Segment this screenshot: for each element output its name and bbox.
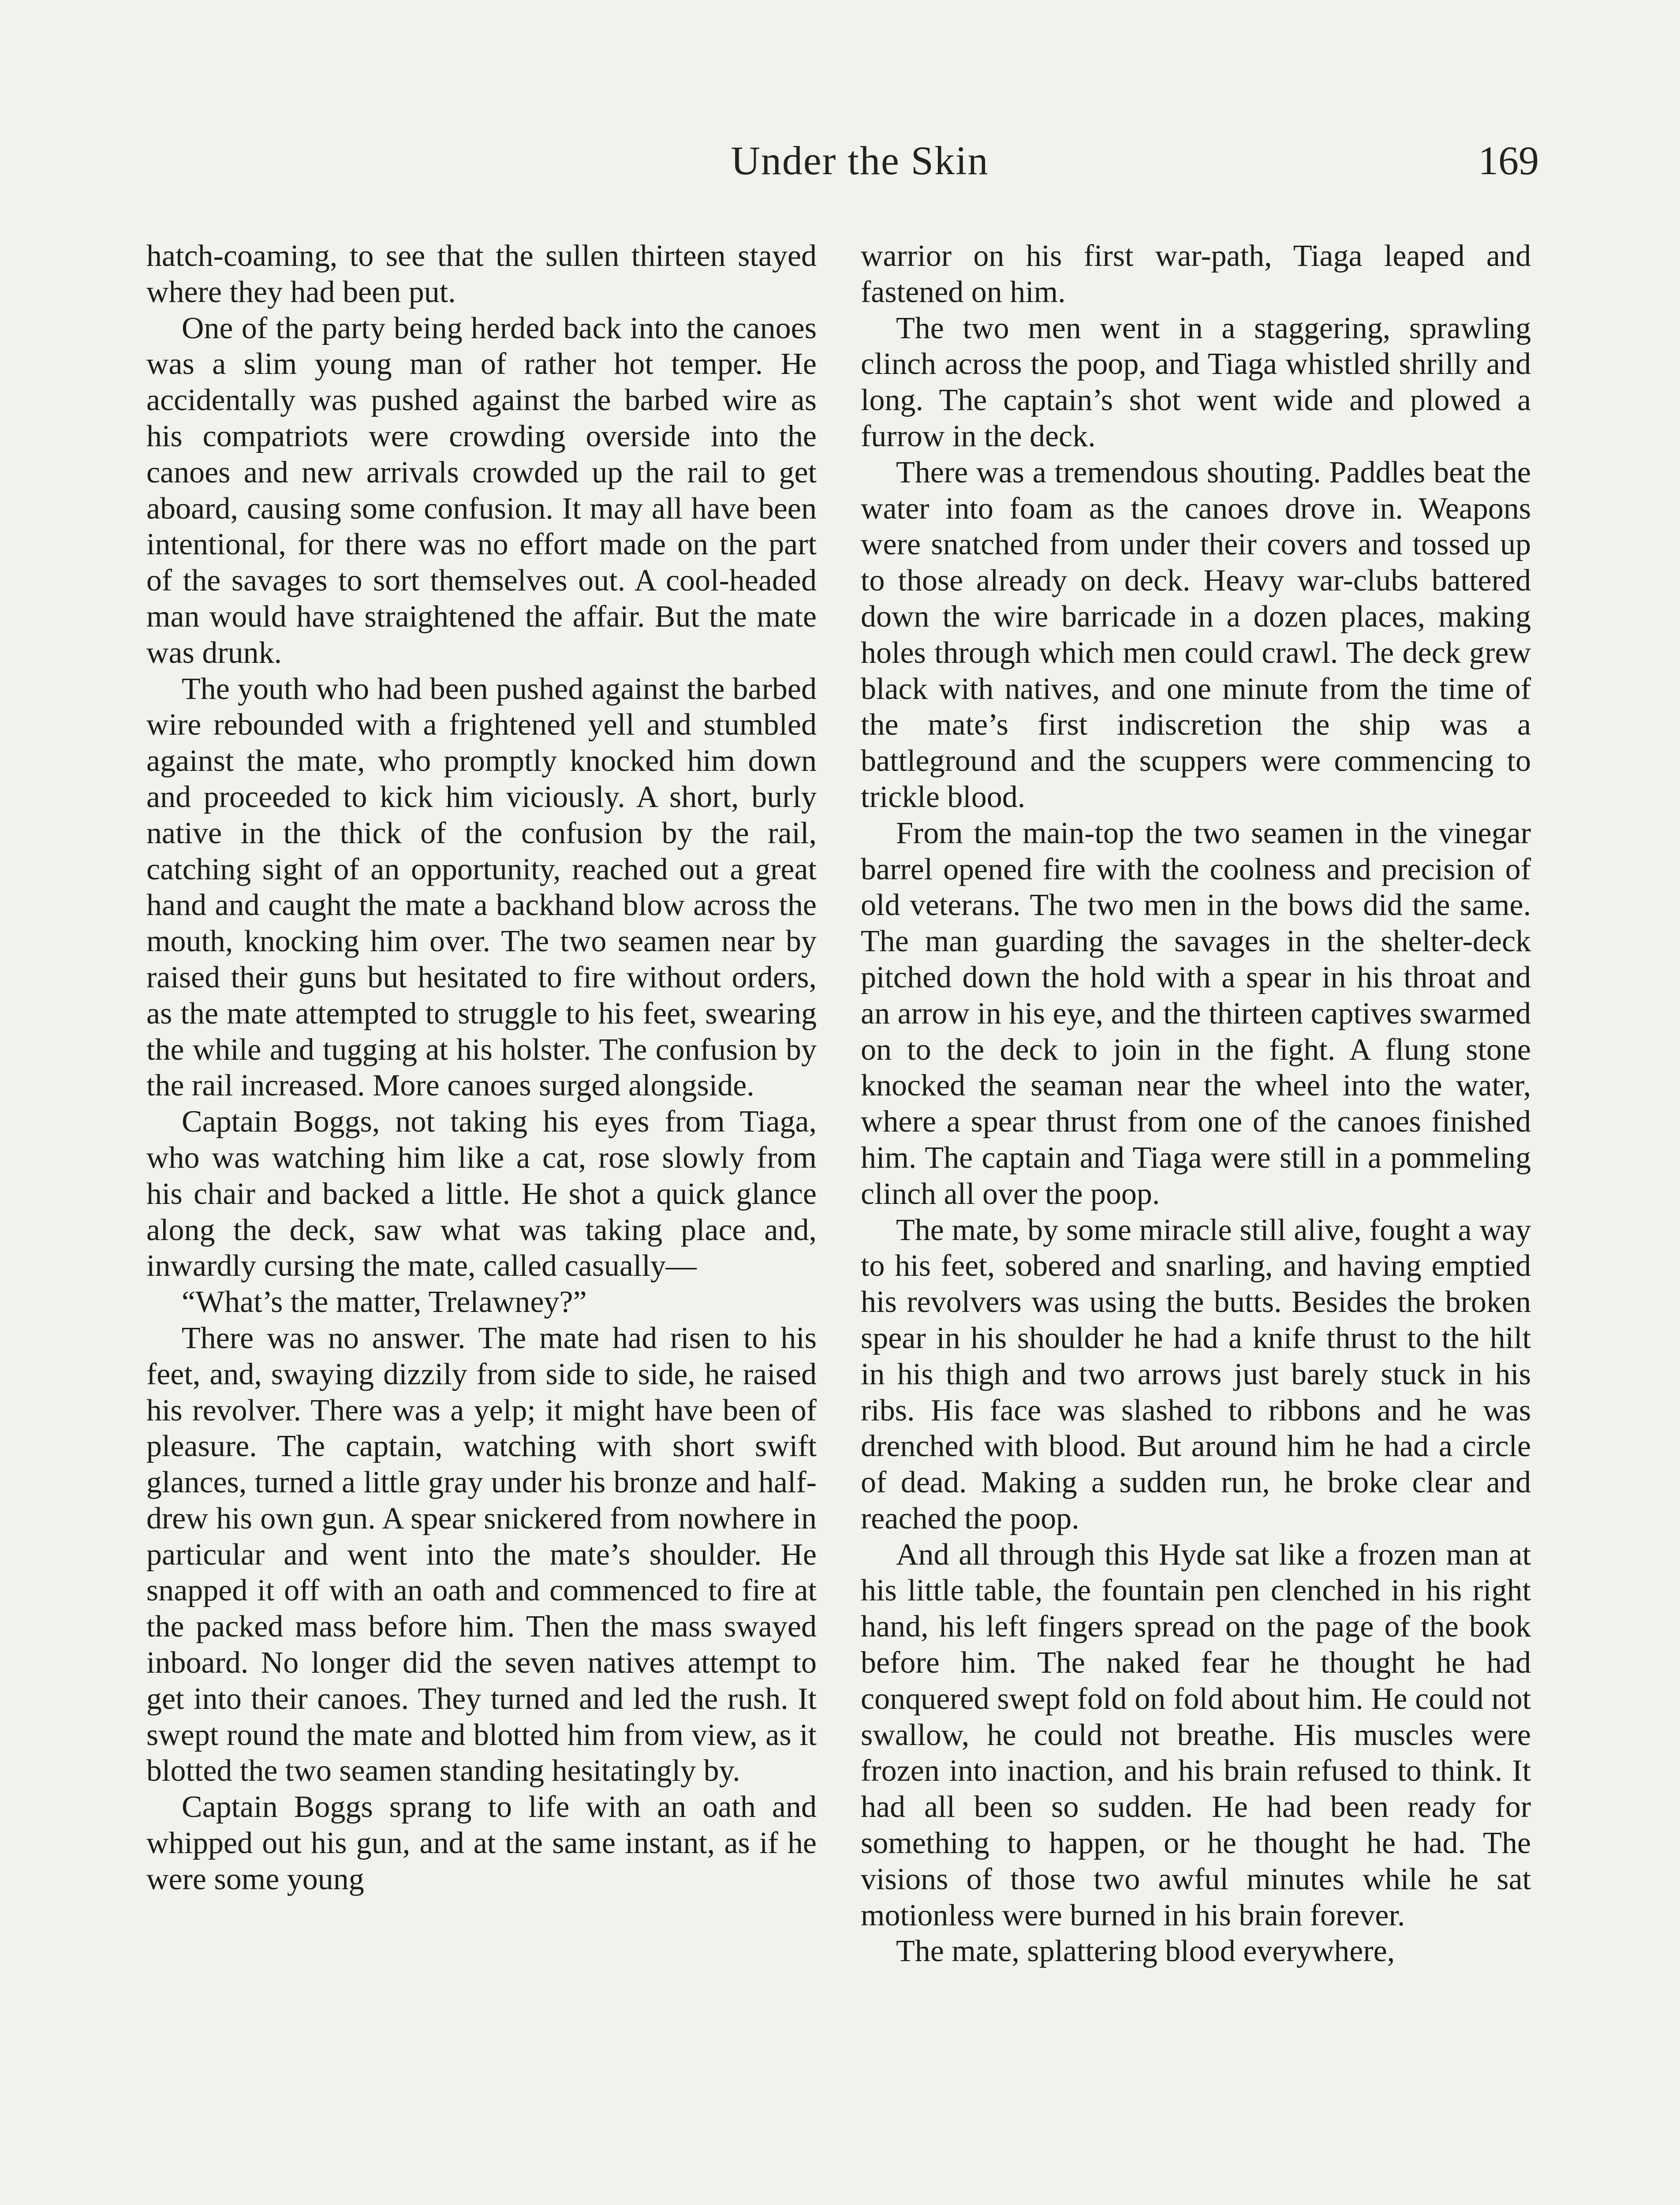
paragraph: “What’s the matter, Trelawney?” [182, 1285, 587, 1319]
paragraph: warrior on his first war-path, Tiaga leaped and fastened on him. [861, 239, 1531, 309]
paragraph: Captain Boggs, not taking his eyes from Tiaga, who was watching him like a cat, rose slowly from his chair and backed a little. He shot a quick glance along the deck, saw what was taking place and, inwardly cursing the mate, called casually— [146, 1105, 817, 1283]
paragraph: And all through this Hyde sat like a frozen man at his little table, the fountain pen clenched in his right hand, his left fingers spread on the page of the book before him. The naked fear he thought he had conquered swept fold on fold about him. He could not swallow, he could not breathe. His muscles were frozen into inaction, and his brain refused to think. It had all been so sudden. He had been ready for something to happen, or he thought he had. The visions of those two awful minutes while he sat motionless were burned in his brain forever. [861, 1537, 1531, 1932]
paragraph: The mate, splattering blood everywhere, [896, 1934, 1395, 1969]
paragraph: The youth who had been pushed against the barbed wire rebounded with a frightened yell and stumbled against the mate, who promptly knocked him down and proceeded to kick him viciously. A short, burly native in the thick of the confusion by the rail, catching sight of an opportunity, reached out a great hand and caught the mate a backhand blow across the mouth, knocking him over. The two seamen near by raised their guns but hesitated to fire without orders, as the mate attempted to struggle to his feet, swearing the while and tugging at his holster. The confusion by the rail increased. More canoes surged alongside. [146, 672, 817, 1103]
paragraph: From the main-top the two seamen in the vinegar barrel opened fire with the coolness and precision of old veterans. The two men in the bows did the same. The man guarding the savages in the shelter-deck pitched down the hold with a spear in his throat and an arrow in his eye, and the thirteen captives swarmed on to the deck to join in the fight. A flung stone knocked the seaman near the wheel into the water, where a spear thrust from one of the canoes finished him. The captain and Tiaga were still in a pommeling clinch all over the poop. [861, 816, 1531, 1211]
paragraph: hatch-coaming, to see that the sullen thirteen stayed where they had been put. [146, 239, 817, 309]
paragraph: There was a tremendous shouting. Paddles beat the water into foam as the canoes drove in. Weapons were snatched from under their covers and tossed up to those already on deck. Heavy war-clubs battered down the wire barricade in a dozen places, making holes through which men could crawl. The deck grew black with natives, and one minute from the time of the mate’s first indiscretion the ship was a battleground and the scuppers were commencing to trickle blood. [861, 455, 1531, 814]
paragraph: Captain Boggs sprang to life with an oath and whipped out his gun, and at the same instant, as if he were some young [146, 1790, 817, 1896]
paragraph: One of the party being herded back into the canoes was a slim young man of rather hot temper. He accidentally was pushed against the barbed wire as his compatriots were crowding overside into the canoes and new arrivals crowded up the rail to get aboard, causing some confusion. It may all have been intentional, for there was no effort made on the part of the savages to sort themselves out. A cool-headed man would have straightened the affair. But the mate was drunk. [146, 311, 817, 670]
page-number: 169 [1478, 138, 1539, 183]
left-text-column [146, 238, 817, 1898]
paragraph: The mate, by some miracle still alive, fought a way to his feet, sobered and snarling, and having emptied his revolvers was using the butts. Besides the broken spear in his shoulder he had a knife thrust to the hilt in his thigh and two arrows just barely stuck in his ribs. His face was slashed to ribbons and he was drenched with blood. But around him he had a circle of dead. Making a sudden run, he broke clear and reached the poop. [861, 1213, 1531, 1536]
paragraph: There was no answer. The mate had risen to his feet, and, swaying dizzily from side to side, he raised his revolver. There was a yelp; it might have been of pleasure. The captain, watching with short swift glances, turned a little gray under his bronze and half-drew his own gun. A spear snickered from nowhere in particular and went into the mate’s shoulder. He snapped it off with an oath and commenced to fire at the packed mass before him. Then the mass swayed inboard. No longer did the seven natives attempt to get into their canoes. They turned and led the rush. It swept round the mate and blotted him from view, as it blotted the two seamen standing hesitatingly by. [146, 1321, 817, 1788]
paragraph: The two men went in a staggering, sprawling clinch across the poop, and Tiaga whistled shrilly and long. The captain’s shot went wide and plowed a furrow in the deck. [861, 311, 1531, 453]
right-text-column [861, 238, 1531, 1970]
running-title: Under the Skin [731, 138, 989, 183]
